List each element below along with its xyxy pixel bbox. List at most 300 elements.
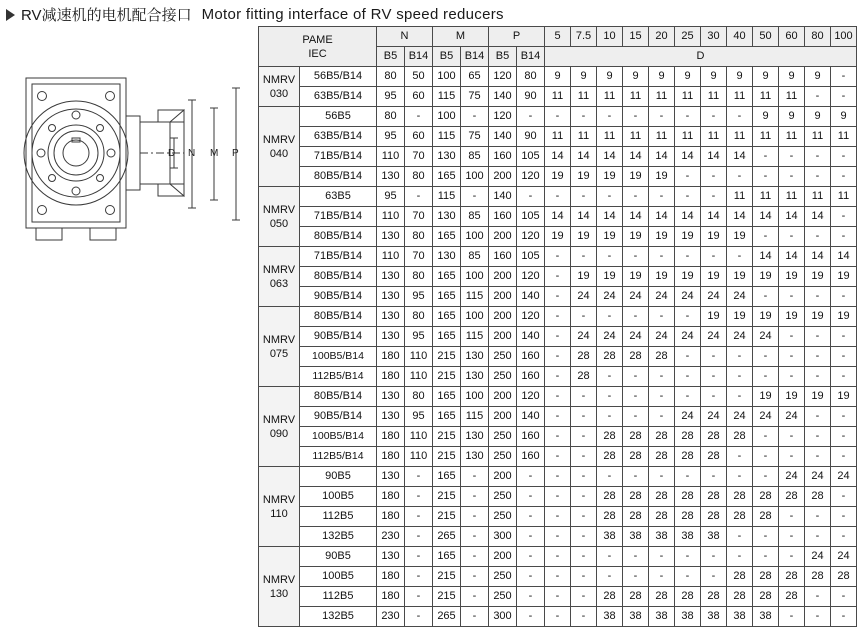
cell-d: - [727, 247, 753, 267]
cell-n-b14: - [405, 107, 433, 127]
cell-p-b14: - [517, 487, 545, 507]
cell-d: - [727, 347, 753, 367]
cell-d: - [727, 167, 753, 187]
cell-p-b14: 120 [517, 167, 545, 187]
cell-d: 14 [623, 207, 649, 227]
cell-d: - [545, 547, 571, 567]
cell-d: - [623, 567, 649, 587]
cell-n-b5: 110 [377, 147, 405, 167]
cell-d: 24 [831, 547, 857, 567]
cell-d: 28 [805, 487, 831, 507]
cell-d: 19 [727, 267, 753, 287]
cell-d: 24 [727, 327, 753, 347]
cell-d: 19 [571, 267, 597, 287]
table-row [259, 387, 857, 407]
cell-d: 24 [597, 327, 623, 347]
cell-d: 19 [805, 387, 831, 407]
cell-d: 24 [753, 327, 779, 347]
cell-d: 11 [623, 127, 649, 147]
cell-m-b5: 265 [433, 527, 461, 547]
cell-p-b5: 160 [489, 207, 517, 227]
cell-n-b5: 180 [377, 567, 405, 587]
cell-d: 28 [727, 427, 753, 447]
cell-d: 9 [831, 107, 857, 127]
cell-m-b14: 85 [461, 247, 489, 267]
cell-d: 14 [779, 207, 805, 227]
cell-d: 24 [623, 287, 649, 307]
header-d-15: 15 [623, 27, 649, 47]
cell-d: - [831, 487, 857, 507]
cell-n-b5: 130 [377, 227, 405, 247]
cell-d: - [753, 347, 779, 367]
cell-n-b14: - [405, 607, 433, 627]
cell-d: - [831, 67, 857, 87]
cell-m-b14: 130 [461, 447, 489, 467]
cell-d: - [597, 107, 623, 127]
cell-n-b14: 110 [405, 367, 433, 387]
cell-d: - [675, 367, 701, 387]
header-m-b5: B5 [433, 47, 461, 67]
cell-p-b5: 140 [489, 87, 517, 107]
cell-d: 24 [753, 407, 779, 427]
cell-d: 28 [597, 487, 623, 507]
cell-d: 11 [675, 127, 701, 147]
cell-d: 14 [623, 147, 649, 167]
cell-d: - [831, 327, 857, 347]
cell-d: 14 [597, 207, 623, 227]
group-label-nmrv-063: NMRV 063 [259, 247, 300, 307]
table-header-row-1 [259, 27, 857, 47]
cell-n-b14: 95 [405, 327, 433, 347]
cell-m-b14: 85 [461, 207, 489, 227]
header-m: M [433, 27, 489, 47]
cell-d: 19 [597, 267, 623, 287]
table-row [259, 227, 857, 247]
cell-m-b14: 85 [461, 147, 489, 167]
cell-d: 19 [597, 227, 623, 247]
cell-n-b5: 180 [377, 367, 405, 387]
header-d-group: D [545, 47, 857, 67]
cell-d: - [831, 427, 857, 447]
cell-d: 19 [727, 227, 753, 247]
header-d-60: 60 [779, 27, 805, 47]
cell-d: 19 [649, 267, 675, 287]
cell-d: 14 [571, 207, 597, 227]
cell-m-b14: - [461, 507, 489, 527]
cell-d: - [623, 367, 649, 387]
cell-d: 28 [701, 487, 727, 507]
cell-d: 28 [623, 427, 649, 447]
cell-d: - [545, 567, 571, 587]
header-n: N [377, 27, 433, 47]
cell-p-b14: 105 [517, 247, 545, 267]
cell-d: 24 [597, 287, 623, 307]
cell-d: - [623, 247, 649, 267]
cell-d: 38 [701, 607, 727, 627]
table-body [259, 67, 857, 627]
cell-d: - [831, 347, 857, 367]
cell-m-b5: 115 [433, 127, 461, 147]
cell-d: 14 [545, 147, 571, 167]
cell-d: - [623, 187, 649, 207]
cell-m-b5: 215 [433, 487, 461, 507]
header-d-5: 5 [545, 27, 571, 47]
cell-d: - [649, 107, 675, 127]
cell-n-b14: 50 [405, 67, 433, 87]
cell-d: 28 [779, 587, 805, 607]
cell-p-b5: 120 [489, 107, 517, 127]
cell-p-b14: 105 [517, 207, 545, 227]
cell-d: 11 [779, 187, 805, 207]
cell-d: - [779, 547, 805, 567]
cell-p-b5: 250 [489, 347, 517, 367]
cell-d: 19 [753, 267, 779, 287]
cell-d: - [597, 467, 623, 487]
table-row [259, 287, 857, 307]
cell-d: 19 [649, 167, 675, 187]
cell-d: 28 [727, 487, 753, 507]
cell-m-b5: 165 [433, 387, 461, 407]
cell-d: - [649, 187, 675, 207]
cell-d: 9 [779, 67, 805, 87]
table-row [259, 307, 857, 327]
cell-d: - [571, 307, 597, 327]
cell-d: - [571, 467, 597, 487]
cell-d: - [701, 387, 727, 407]
row-size: 80B5/B14 [300, 167, 377, 187]
cell-d: 24 [649, 287, 675, 307]
table-row [259, 147, 857, 167]
header-d-10: 10 [597, 27, 623, 47]
cell-p-b14: - [517, 567, 545, 587]
cell-m-b5: 165 [433, 227, 461, 247]
cell-d: 14 [779, 247, 805, 267]
cell-p-b14: - [517, 107, 545, 127]
cell-d: - [727, 527, 753, 547]
cell-d: 9 [805, 107, 831, 127]
cell-d: - [805, 527, 831, 547]
cell-d: - [805, 427, 831, 447]
cell-d: 24 [779, 407, 805, 427]
cell-d: 19 [753, 387, 779, 407]
table-row [259, 247, 857, 267]
cell-d: 19 [779, 307, 805, 327]
cell-d: 24 [701, 327, 727, 347]
rv-reducer-dimension-drawing [8, 60, 256, 290]
row-size: 56B5/B14 [300, 67, 377, 87]
cell-d: - [805, 367, 831, 387]
cell-m-b14: 75 [461, 127, 489, 147]
table-row [259, 187, 857, 207]
cell-p-b5: 250 [489, 367, 517, 387]
cell-d: - [831, 447, 857, 467]
cell-d: 19 [805, 267, 831, 287]
cell-d: - [571, 407, 597, 427]
cell-d: - [649, 307, 675, 327]
cell-d: 11 [727, 87, 753, 107]
cell-m-b14: 115 [461, 287, 489, 307]
cell-p-b14: 120 [517, 307, 545, 327]
cell-d: - [805, 167, 831, 187]
row-size: 71B5/B14 [300, 147, 377, 167]
row-size: 132B5 [300, 527, 377, 547]
cell-d: - [597, 247, 623, 267]
cell-n-b5: 130 [377, 167, 405, 187]
cell-d: 28 [597, 427, 623, 447]
cell-d: 28 [701, 587, 727, 607]
cell-d: 11 [649, 87, 675, 107]
cell-p-b5: 250 [489, 587, 517, 607]
row-size: 90B5 [300, 467, 377, 487]
cell-d: 9 [649, 67, 675, 87]
cell-m-b14: 115 [461, 327, 489, 347]
cell-n-b5: 130 [377, 267, 405, 287]
cell-p-b5: 160 [489, 247, 517, 267]
table-row [259, 487, 857, 507]
cell-p-b14: - [517, 607, 545, 627]
cell-d: 14 [753, 247, 779, 267]
cell-d: - [545, 587, 571, 607]
cell-d: 38 [675, 527, 701, 547]
header-p-b5: B5 [489, 47, 517, 67]
header-d-20: 20 [649, 27, 675, 47]
cell-p-b5: 250 [489, 447, 517, 467]
cell-d: - [597, 407, 623, 427]
cell-d: 19 [649, 227, 675, 247]
table-row [259, 467, 857, 487]
cell-n-b5: 180 [377, 447, 405, 467]
cell-d: - [831, 227, 857, 247]
cell-d: 19 [545, 227, 571, 247]
cell-m-b14: 100 [461, 307, 489, 327]
cell-p-b14: 160 [517, 427, 545, 447]
cell-n-b5: 95 [377, 127, 405, 147]
cell-d: - [727, 467, 753, 487]
cell-d: 19 [701, 267, 727, 287]
cell-n-b5: 110 [377, 207, 405, 227]
cell-d: - [805, 447, 831, 467]
cell-d: - [675, 467, 701, 487]
cell-d: - [701, 567, 727, 587]
table-row [259, 327, 857, 347]
cell-d: - [675, 107, 701, 127]
cell-d: 19 [675, 227, 701, 247]
cell-d: - [727, 367, 753, 387]
table-row [259, 547, 857, 567]
cell-d: 9 [727, 67, 753, 87]
cell-d: - [649, 547, 675, 567]
drawing-label-p: P [232, 148, 239, 159]
cell-d: 28 [649, 427, 675, 447]
cell-m-b14: - [461, 567, 489, 587]
cell-p-b14: 105 [517, 147, 545, 167]
cell-d: 24 [727, 407, 753, 427]
cell-d: - [701, 187, 727, 207]
cell-d: - [571, 547, 597, 567]
cell-d: 19 [831, 387, 857, 407]
table-row [259, 567, 857, 587]
cell-n-b14: - [405, 547, 433, 567]
cell-d: 19 [753, 307, 779, 327]
cell-m-b14: 130 [461, 347, 489, 367]
cell-n-b14: 95 [405, 287, 433, 307]
cell-d: 11 [727, 127, 753, 147]
cell-d: 28 [623, 447, 649, 467]
cell-p-b14: 140 [517, 327, 545, 347]
cell-p-b14: - [517, 507, 545, 527]
cell-d: - [831, 207, 857, 227]
cell-d: - [701, 167, 727, 187]
row-size: 90B5/B14 [300, 287, 377, 307]
cell-n-b14: 70 [405, 147, 433, 167]
cell-n-b14: 80 [405, 267, 433, 287]
cell-p-b5: 200 [489, 227, 517, 247]
cell-d: 14 [571, 147, 597, 167]
cell-d: - [753, 527, 779, 547]
cell-d: 11 [753, 87, 779, 107]
cell-d: 28 [753, 507, 779, 527]
cell-d: - [831, 527, 857, 547]
cell-n-b14: 70 [405, 207, 433, 227]
cell-d: - [779, 527, 805, 547]
cell-d: 28 [597, 587, 623, 607]
cell-d: - [701, 347, 727, 367]
cell-n-b5: 130 [377, 287, 405, 307]
header-m-b14: B14 [461, 47, 489, 67]
cell-d: - [831, 87, 857, 107]
cell-m-b14: 100 [461, 267, 489, 287]
cell-d: - [545, 427, 571, 447]
cell-d: 24 [571, 327, 597, 347]
cell-d: 28 [675, 587, 701, 607]
cell-d: 28 [675, 447, 701, 467]
cell-d: - [649, 567, 675, 587]
cell-d: 24 [831, 467, 857, 487]
cell-p-b14: 160 [517, 447, 545, 467]
cell-m-b14: - [461, 587, 489, 607]
cell-n-b5: 180 [377, 427, 405, 447]
cell-m-b5: 115 [433, 187, 461, 207]
header-p: P [489, 27, 545, 47]
cell-d: 38 [675, 607, 701, 627]
spec-table-container [258, 26, 857, 627]
cell-m-b5: 215 [433, 367, 461, 387]
cell-d: 11 [545, 87, 571, 107]
cell-d: 19 [805, 307, 831, 327]
cell-d: - [805, 507, 831, 527]
row-size: 90B5/B14 [300, 327, 377, 347]
cell-d: - [831, 507, 857, 527]
cell-n-b14: 60 [405, 127, 433, 147]
cell-d: - [779, 447, 805, 467]
cell-d: - [571, 487, 597, 507]
cell-d: - [779, 147, 805, 167]
cell-d: - [779, 287, 805, 307]
cell-d: 11 [701, 87, 727, 107]
cell-d: - [571, 427, 597, 447]
cell-m-b5: 165 [433, 307, 461, 327]
cell-d: 28 [805, 567, 831, 587]
group-label-nmrv-040: NMRV 040 [259, 107, 300, 187]
header-n-b14: B14 [405, 47, 433, 67]
cell-n-b5: 80 [377, 67, 405, 87]
cell-d: - [571, 507, 597, 527]
row-size: 63B5/B14 [300, 87, 377, 107]
cell-d: 9 [805, 67, 831, 87]
cell-d: - [753, 547, 779, 567]
row-size: 112B5/B14 [300, 447, 377, 467]
cell-n-b14: 70 [405, 247, 433, 267]
cell-p-b5: 200 [489, 267, 517, 287]
cell-d: - [779, 607, 805, 627]
cell-d: 9 [753, 107, 779, 127]
cell-d: 14 [701, 207, 727, 227]
cell-p-b5: 200 [489, 327, 517, 347]
row-size: 56B5 [300, 107, 377, 127]
cell-m-b5: 100 [433, 67, 461, 87]
row-size: 80B5/B14 [300, 267, 377, 287]
cell-d: 28 [649, 507, 675, 527]
cell-d: - [545, 607, 571, 627]
table-row [259, 347, 857, 367]
cell-d: - [779, 507, 805, 527]
cell-d: - [779, 427, 805, 447]
group-label-nmrv-130: NMRV 130 [259, 547, 300, 627]
cell-d: - [571, 527, 597, 547]
cell-m-b5: 165 [433, 327, 461, 347]
cell-d: 28 [753, 487, 779, 507]
cell-m-b14: - [461, 107, 489, 127]
cell-p-b5: 250 [489, 487, 517, 507]
cell-d: - [571, 247, 597, 267]
row-size: 80B5/B14 [300, 387, 377, 407]
cell-d: 28 [753, 587, 779, 607]
cell-n-b14: - [405, 587, 433, 607]
cell-d: 19 [831, 307, 857, 327]
cell-p-b14: 160 [517, 347, 545, 367]
cell-d: - [727, 547, 753, 567]
header-p-b14: B14 [517, 47, 545, 67]
cell-d: - [805, 87, 831, 107]
cell-m-b5: 130 [433, 207, 461, 227]
table-row [259, 107, 857, 127]
cell-p-b14: 80 [517, 67, 545, 87]
cell-d: 38 [727, 607, 753, 627]
title-chinese: RV减速机的电机配合接口 [21, 7, 192, 24]
cell-m-b5: 130 [433, 147, 461, 167]
cell-p-b5: 250 [489, 427, 517, 447]
cell-m-b14: - [461, 607, 489, 627]
cell-n-b14: 80 [405, 307, 433, 327]
table-row [259, 527, 857, 547]
cell-n-b14: 110 [405, 347, 433, 367]
cell-d: 19 [597, 167, 623, 187]
row-size: 90B5/B14 [300, 407, 377, 427]
cell-d: - [545, 247, 571, 267]
cell-n-b14: 110 [405, 427, 433, 447]
cell-d: 24 [701, 407, 727, 427]
cell-d: 19 [779, 267, 805, 287]
cell-d: - [597, 567, 623, 587]
cell-d: - [805, 347, 831, 367]
cell-d: 24 [675, 287, 701, 307]
cell-d: 11 [831, 127, 857, 147]
cell-n-b5: 180 [377, 347, 405, 367]
cell-m-b5: 215 [433, 427, 461, 447]
cell-d: - [831, 587, 857, 607]
cell-d: - [545, 487, 571, 507]
cell-d: - [545, 287, 571, 307]
